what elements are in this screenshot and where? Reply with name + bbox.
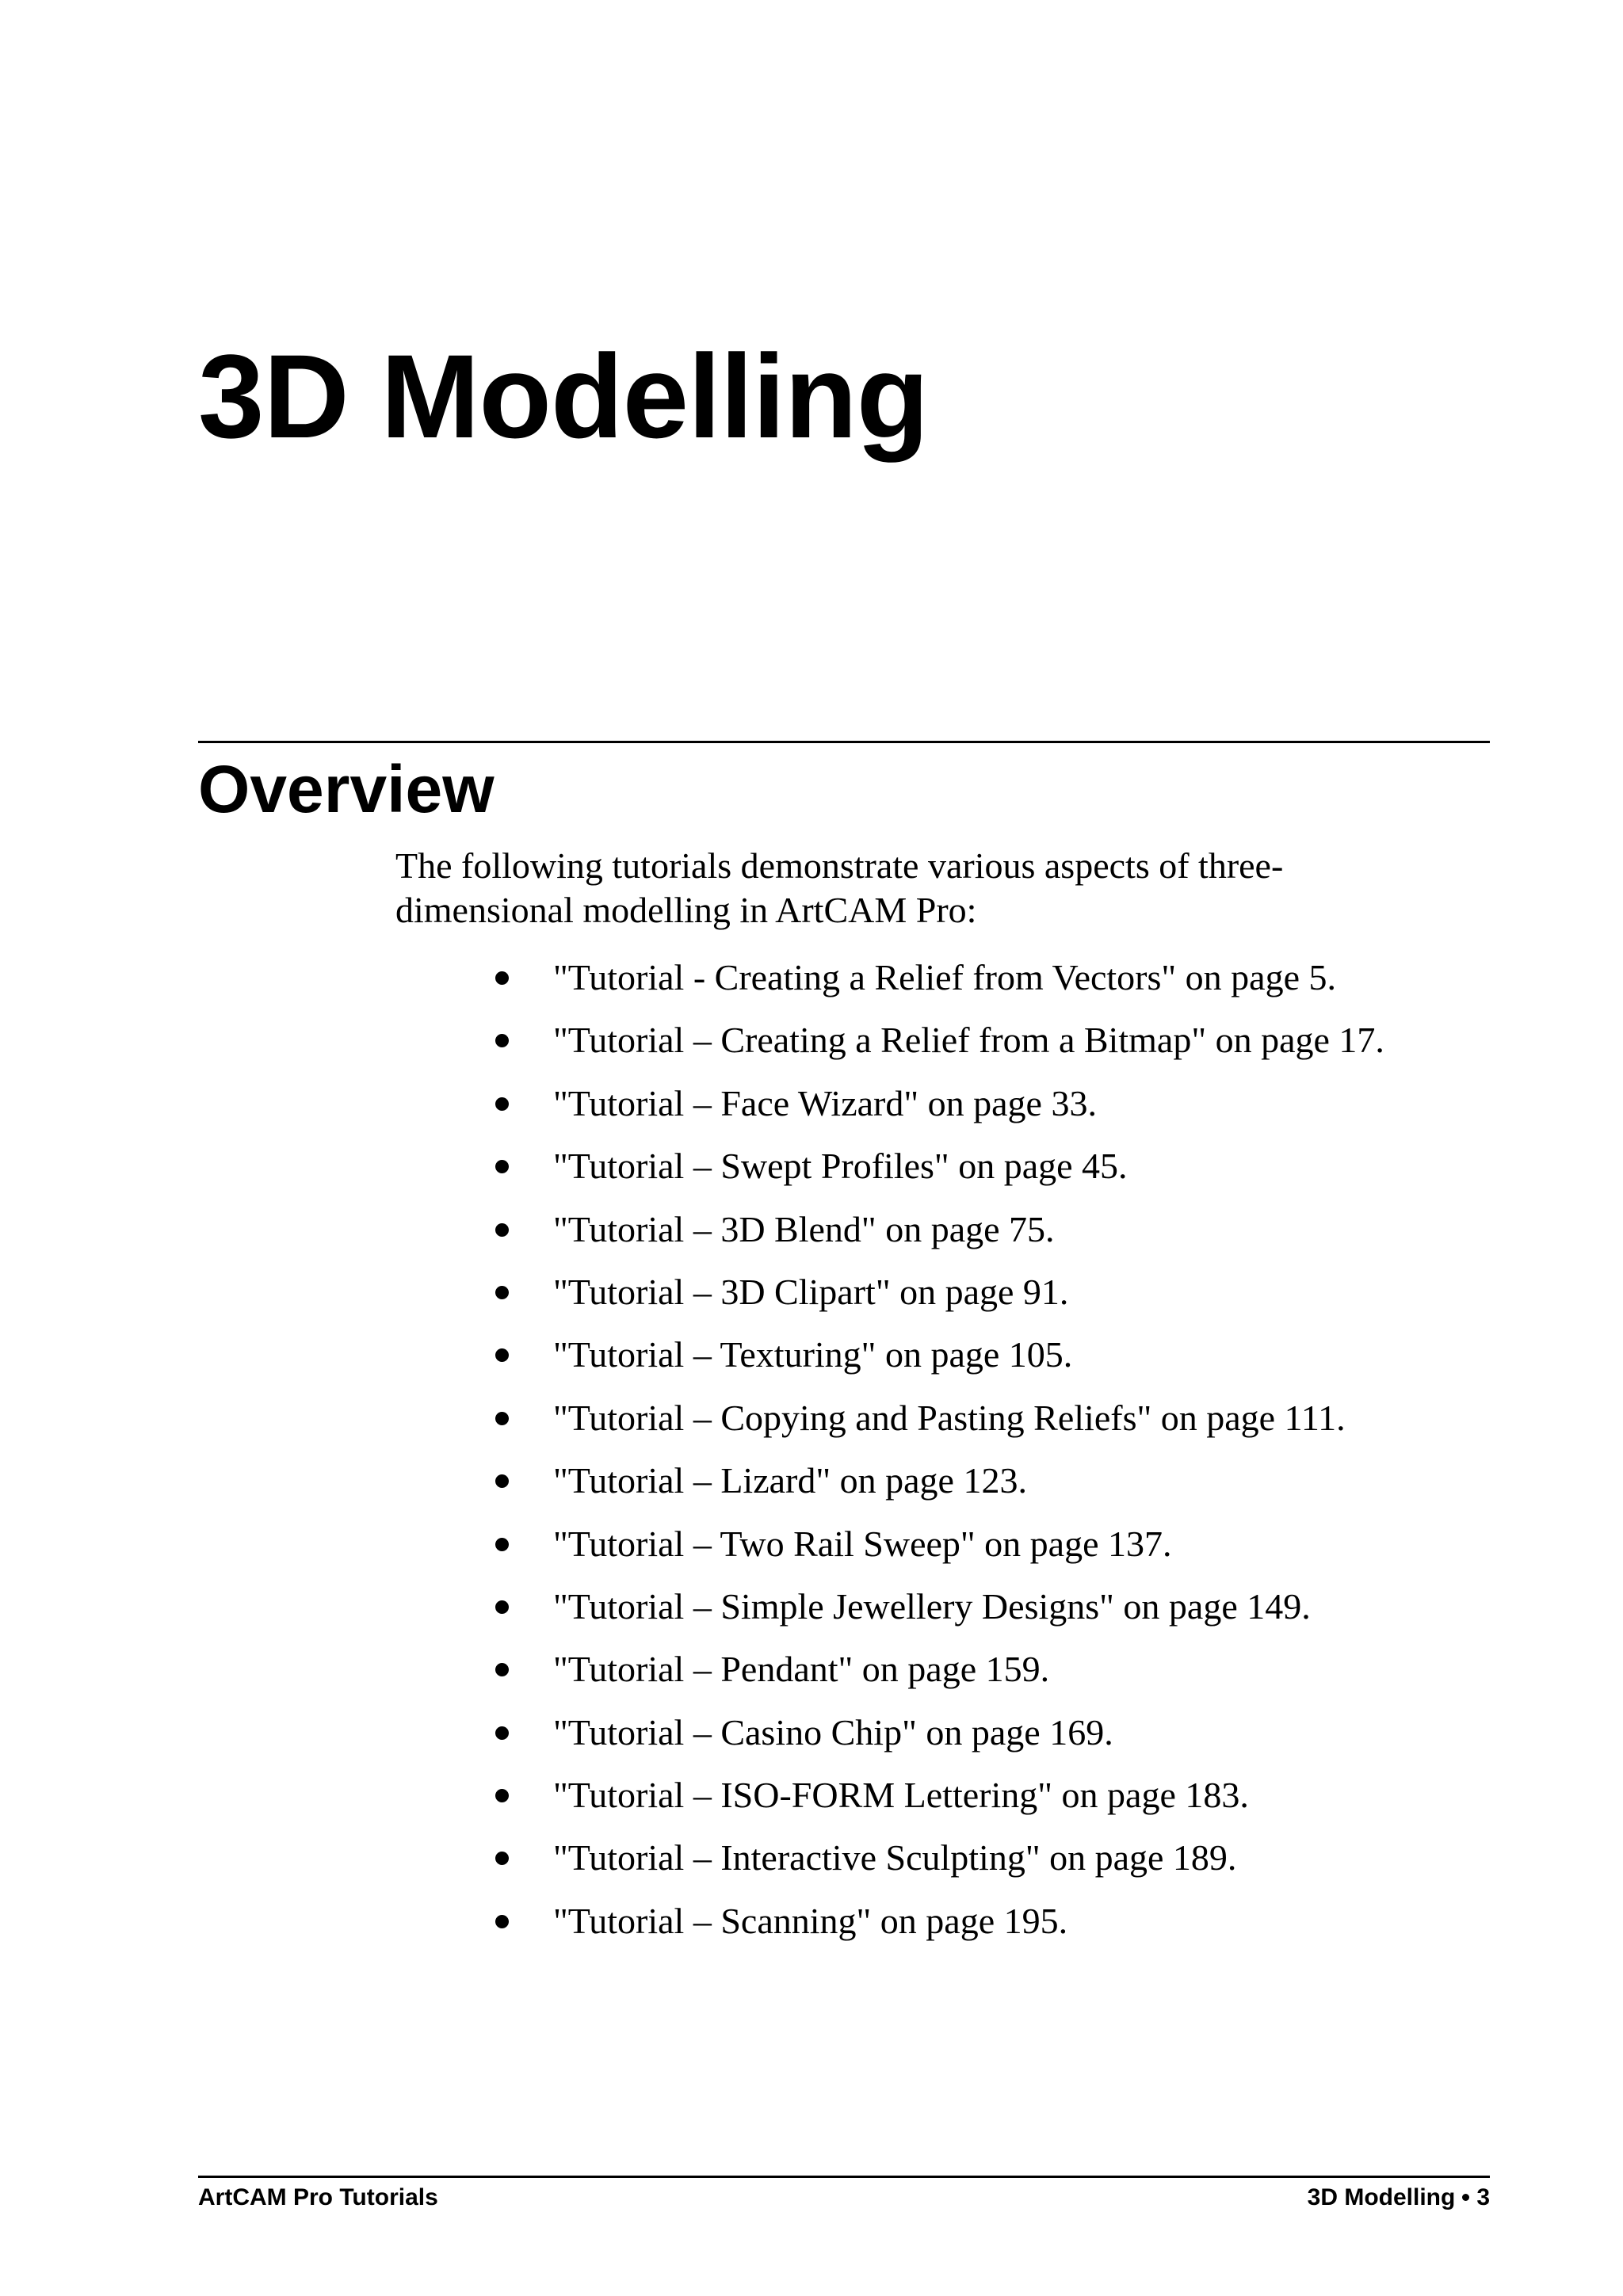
tutorial-reference: "Tutorial – Simple Jewellery Designs" on page 149.: [553, 1585, 1311, 1627]
tutorial-reference: "Tutorial – Face Wizard" on page 33.: [553, 1082, 1097, 1123]
chapter-title: 3D Modelling: [198, 330, 929, 463]
page-number: 3: [1476, 2184, 1490, 2210]
tutorial-reference: "Tutorial – Casino Chip" on page 169.: [553, 1711, 1113, 1753]
tutorial-reference: "Tutorial – Lizard" on page 123.: [553, 1460, 1027, 1501]
bullet-icon: [495, 1286, 509, 1299]
tutorial-reference: "Tutorial – ISO-FORM Lettering" on page 183.: [553, 1775, 1249, 1816]
bullet-icon: [495, 1412, 509, 1425]
tutorial-reference: "Tutorial – Two Rail Sweep" on page 137.: [553, 1523, 1172, 1564]
tutorial-reference: "Tutorial - Creating a Relief from Vectors" on page 5.: [553, 957, 1337, 997]
bullet-icon: [495, 1915, 509, 1928]
bullet-icon: [495, 1852, 509, 1865]
tutorial-reference: "Tutorial – Copying and Pasting Reliefs" on page 111.: [553, 1397, 1346, 1438]
bullet-separator-icon: [1462, 2194, 1469, 2201]
bullet-icon: [495, 971, 509, 985]
intro-paragraph: The following tutorials demonstrate various aspects of three-dimensional modelling in ArtCAM Pro:: [395, 845, 1284, 930]
footer-divider: [198, 2176, 1490, 2178]
tutorial-reference: "Tutorial – Swept Profiles" on page 45.: [553, 1146, 1128, 1187]
tutorial-reference: "Tutorial – Creating a Relief from a Bitmap" on page 17.: [553, 1020, 1384, 1061]
tutorial-reference: "Tutorial – 3D Blend" on page 75.: [553, 1208, 1055, 1249]
bullet-icon: [495, 1600, 509, 1614]
bullet-icon: [495, 1223, 509, 1237]
bullet-icon: [495, 1474, 509, 1488]
tutorial-reference: "Tutorial – Pendant" on page 159.: [553, 1649, 1050, 1690]
bullet-icon: [495, 1160, 509, 1173]
footer-page-info: [1308, 2183, 1490, 2213]
section-heading: Overview: [198, 752, 495, 826]
tutorial-reference: "Tutorial – Texturing" on page 105.: [553, 1334, 1073, 1375]
bullet-icon: [495, 1538, 509, 1551]
bullet-icon: [495, 1789, 509, 1802]
footer-section-title: 3D Modelling: [1307, 2184, 1456, 2210]
tutorial-reference: "Tutorial – Scanning" on page 195.: [553, 1900, 1068, 1941]
bullet-icon: [495, 1348, 509, 1362]
bullet-icon: [495, 1097, 509, 1111]
bullet-icon: [495, 1034, 509, 1047]
bullet-icon: [495, 1726, 509, 1740]
footer-book-title: ArtCAM Pro Tutorials: [198, 2184, 438, 2210]
tutorial-reference: "Tutorial – 3D Clipart" on page 91.: [553, 1271, 1069, 1312]
tutorial-reference: "Tutorial – Interactive Sculpting" on page 189.: [553, 1837, 1237, 1878]
bullet-icon: [495, 1663, 509, 1676]
section-divider: [198, 741, 1490, 743]
